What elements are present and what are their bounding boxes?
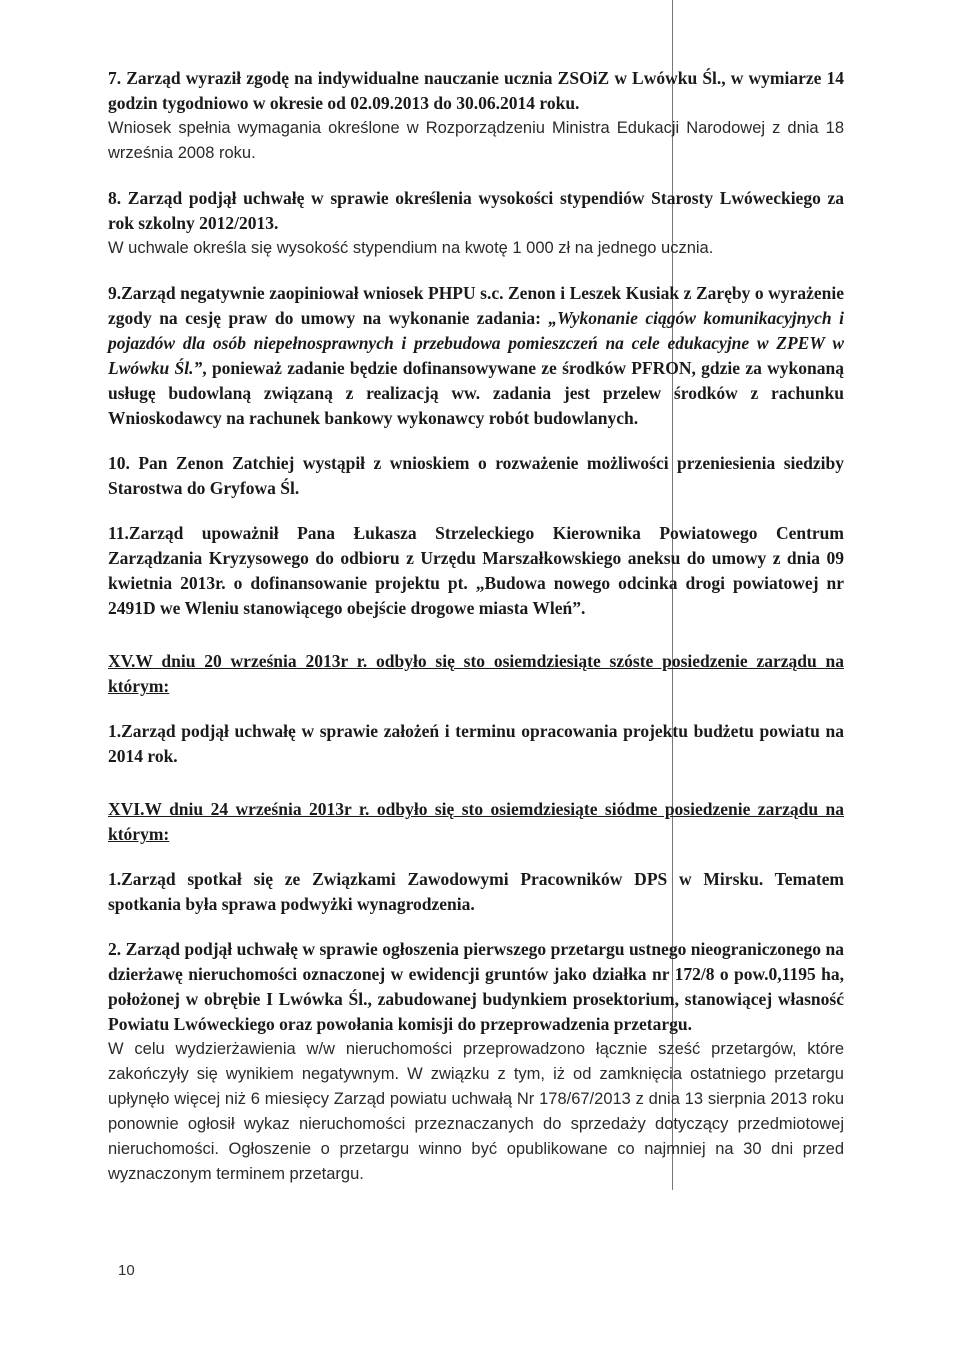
document-body xyxy=(108,66,844,1187)
item-7-note: Wniosek spełnia wymagania określone w Rozporządzeniu Ministra Edukacji Narodowej z dnia 18 września 2008 roku. xyxy=(108,119,844,162)
item-7-decision: 7. Zarząd wyraził zgodę na indywidualne nauczanie ucznia ZSOiZ w Lwówku Śl., w wymiarze 14 godzin tygodniowo w okresie od 02.09.2013 do 30.06.2014 roku. xyxy=(108,68,844,113)
section-xv-item-1: 1.Zarząd podjął uchwałę w sprawie założeń i terminu opracowania projektu budżetu powiatu na 2014 rok. xyxy=(108,721,844,766)
item-8-note: W uchwale określa się wysokość stypendium na kwotę 1 000 zł na jednego ucznia. xyxy=(108,239,714,257)
item-8-decision: 8. Zarząd podjął uchwałę w sprawie określenia wysokości stypendiów Starosty Lwóweckiego za rok szkolny 2012/2013. xyxy=(108,188,844,233)
section-xvi-item-2: 2. Zarząd podjął uchwałę w sprawie ogłoszenia pierwszego przetargu ustnego nieograniczonego na dzierżawę nieruchomości oznaczonej w ewidencji gruntów jako działka nr 172/8 o pow.0,1195 ha, położonej w obrębie I Lwówka Śl., zabudowanej budynkiem prosektorium, stanowiącej własność Powiatu Lwóweckiego oraz powołania komisji do przeprowadzenia przetargu. xyxy=(108,939,844,1034)
item-9-part3: , ponieważ zadanie będzie dofinansowywane ze środków PFRON, gdzie za wykonaną usługę budowlaną związaną z realizacją ww. zadania jest przelew środków z rachunku Wnioskodawcy na rachunek bankowy wykonawcy robót budowlanych. xyxy=(108,358,844,428)
section-xvi-item-1: 1.Zarząd spotkał się ze Związkami Zawodowymi Pracowników DPS w Mirsku. Tematem spotkania była sprawa podwyżki wynagrodzenia. xyxy=(108,869,844,914)
item-9-task-title: „Wykonanie ciągów komunikacyjnych i pojazdów dla osób niepełnosprawnych i przebudowa pomieszczeń na cele edukacyjne w ZPEW w Lwówku Śl.” xyxy=(108,308,844,378)
item-11-paragraph: 11.Zarząd upoważnił Pana Łukasza Strzeleckiego Kierownika Powiatowego Centrum Zarządzania Kryzysowego do odbioru z Urzędu Marszałkowskiego aneksu do umowy z dnia 09 kwietnia 2013r. o dofinansowanie projektu pt. „Budowa nowego odcinka drogi powiatowej nr 2491D we Wleniu stanowiącego obejście drogowe miasta Wleń”. xyxy=(108,523,844,618)
page-number: 10 xyxy=(118,1262,135,1279)
item-9-part1: 9.Zarząd negatywnie zaopiniował wniosek PHPU s.c. Zenon i Leszek Kusiak z Zaręby o wyrażenie zgody na cesję praw do umowy na wykonanie zadania: xyxy=(108,283,844,328)
item-10-paragraph: 10. Pan Zenon Zatchiej wystąpił z wnioskiem o rozważenie możliwości przeniesienia siedziby Starostwa do Gryfowa Śl. xyxy=(108,453,844,498)
section-xv-heading: XV.W dniu 20 września 2013r r. odbyło się sto osiemdziesiąte szóste posiedzenie zarządu na którym: xyxy=(108,651,844,696)
section-xvi-item-2-note: W celu wydzierżawienia w/w nieruchomości przeprowadzono łącznie sześć przetargów, które zakończyły się wynikiem negatywnym. W związku z tym, iż od zamknięcia ostatniego przetargu upłynęło więcej niż 6 miesięcy Zarząd powiatu uchwałą Nr 178/67/2013 z dnia 13 sierpnia 2013 roku ponownie ogłosił wykaz nieruchomości przeznaczanych do sprzedaży dotyczący przedmiotowej nieruchomości. Ogłoszenie o przetargu winno być opublikowane co najmniej na 30 dni przed wyznaczonym terminem przetargu. xyxy=(108,1040,844,1183)
item-9-paragraph xyxy=(108,281,844,431)
section-xvi-heading: XVI.W dniu 24 września 2013r r. odbyło się sto osiemdziesiąte siódme posiedzenie zarządu na którym: xyxy=(108,799,844,844)
